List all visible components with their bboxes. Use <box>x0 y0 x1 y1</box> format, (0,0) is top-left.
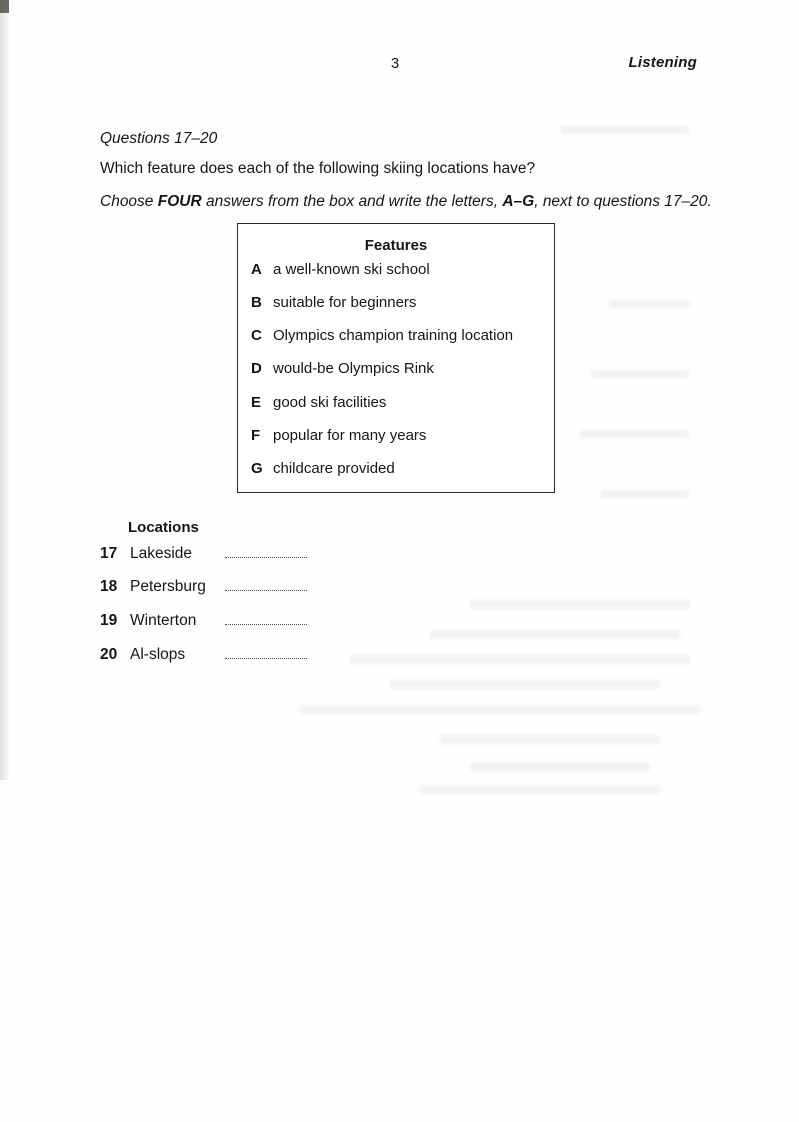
question-number: 20 <box>100 646 118 663</box>
feature-option-c <box>251 328 546 346</box>
location-row-19 <box>100 611 307 631</box>
feature-letter: F <box>251 427 261 444</box>
instruction-segment: , next to questions 17–20. <box>534 193 712 210</box>
feature-option-d <box>251 361 546 379</box>
feature-option-b <box>251 295 546 313</box>
answer-blank-17[interactable] <box>225 544 307 558</box>
bleedthrough-artifact <box>300 705 700 714</box>
features-box <box>237 223 555 493</box>
bleedthrough-artifact <box>350 655 690 664</box>
bleedthrough-artifact <box>390 680 660 689</box>
location-row-17 <box>100 544 307 564</box>
bleedthrough-artifact <box>580 430 690 438</box>
location-row-18 <box>100 577 307 597</box>
location-name: Petersburg <box>130 578 206 595</box>
location-row-20 <box>100 645 307 665</box>
features-box-title: Features <box>364 237 428 254</box>
feature-text: childcare provided <box>273 460 395 477</box>
questions-range-title: Questions 17–20 <box>100 130 218 147</box>
answer-blank-19[interactable] <box>225 611 307 625</box>
instruction-segment-bold: FOUR <box>157 193 202 210</box>
bleedthrough-artifact <box>590 370 690 378</box>
bleedthrough-artifact <box>430 630 680 639</box>
feature-text: a well-known ski school <box>273 261 430 278</box>
answer-blank-18[interactable] <box>225 577 307 591</box>
feature-text: suitable for beginners <box>273 294 417 311</box>
feature-letter: A <box>251 261 262 278</box>
location-name: Al-slops <box>130 646 186 663</box>
question-number: 18 <box>100 578 118 595</box>
feature-option-g <box>251 461 546 479</box>
question-number: 17 <box>100 545 118 562</box>
instruction-segment: Choose <box>100 193 158 210</box>
instruction-segment-bold: A–G <box>502 193 535 210</box>
bleedthrough-artifact <box>610 300 690 308</box>
feature-option-a <box>251 262 546 280</box>
feature-option-e <box>251 395 546 413</box>
location-name: Lakeside <box>130 545 193 562</box>
scan-corner-artifact <box>0 0 9 13</box>
bleedthrough-artifact <box>560 126 690 134</box>
locations-title: Locations <box>128 519 199 536</box>
feature-text: Olympics champion training location <box>273 327 514 344</box>
instruction-segment: answers from the box and write the letters, <box>201 193 503 210</box>
feature-letter: E <box>251 394 262 411</box>
bleedthrough-artifact <box>470 600 690 609</box>
instruction-text <box>100 193 712 211</box>
question-number: 19 <box>100 612 118 629</box>
answer-blank-20[interactable] <box>225 645 307 659</box>
feature-text: popular for many years <box>273 427 427 444</box>
feature-option-f <box>251 428 546 446</box>
bleedthrough-artifact <box>420 785 660 794</box>
bleedthrough-artifact <box>440 735 660 744</box>
header-section-label: Listening <box>628 54 697 71</box>
location-name: Winterton <box>130 612 197 629</box>
feature-letter: G <box>251 460 263 477</box>
bleedthrough-artifact <box>470 762 650 771</box>
feature-letter: D <box>251 360 262 377</box>
feature-letter: C <box>251 327 262 344</box>
bleedthrough-artifact <box>600 490 690 498</box>
feature-letter: B <box>251 294 262 311</box>
feature-text: would-be Olympics Rink <box>273 360 434 377</box>
feature-text: good ski facilities <box>273 394 387 411</box>
question-text: Which feature does each of the following skiing locations have? <box>100 160 536 177</box>
scan-edge-artifact <box>0 0 10 780</box>
page-number: 3 <box>390 55 400 72</box>
